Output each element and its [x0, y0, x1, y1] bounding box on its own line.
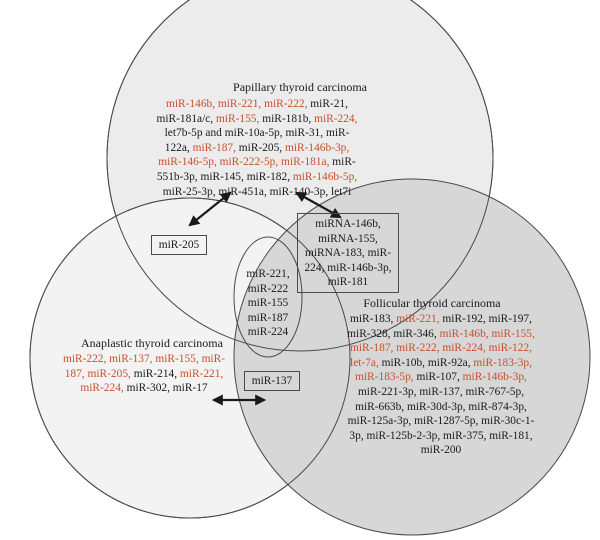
mirna-text: let7b-5p and miR-10a-5p, miR-31, miR-122a, — [164, 127, 350, 154]
mirna-highlighted: miR-205, — [87, 367, 131, 380]
mirna-line: miR-221, — [246, 268, 290, 280]
mirna-highlighted: miR-221, miR-224, — [80, 367, 224, 395]
mirna-highlighted: miR-183-3p, miR-183-5p, — [355, 356, 532, 384]
mirna-text: miR-214, — [130, 367, 180, 380]
mirna-highlighted: miR-146b, miR-155, miR-187, miR-222, miR-224, miR-122, let-7a, — [350, 327, 535, 369]
box-papillary-follicular — [297, 213, 399, 293]
mirna-highlighted: miR-224, — [314, 112, 358, 125]
mirna-text: miR-181b, — [259, 112, 315, 125]
box-mir205: miR-205 — [151, 235, 207, 255]
mirna-highlighted: miR-222, miR-137, miR-155, miR-187, — [62, 353, 225, 380]
box-mir137: miR-137 — [244, 371, 300, 391]
mirna-text: miR-10b, miR-92a, — [378, 356, 474, 369]
mirna-line: miR-224 — [247, 326, 289, 339]
mirna-highlighted: miR-221, — [396, 313, 440, 325]
mirna-line: miRNA-183, miR- — [304, 247, 392, 260]
mirna-highlighted: miR-146b-5p, — [292, 170, 358, 183]
mirna-highlighted: miR-155, — [216, 112, 260, 125]
mirna-text: miR-551b-3p, miR-145, miR-182, — [156, 156, 356, 183]
mirna-line: miR-155 — [247, 297, 289, 310]
mirna-line: 224, miR-146b-3p, — [304, 261, 392, 274]
papillary-mirna-list — [154, 97, 360, 199]
mirna-line: miR-181 — [327, 276, 369, 289]
mirna-text: miR-25-3p, miR-451a, miR-140-3p, let7i — [162, 185, 352, 198]
mirna-line: miRNA-155, — [318, 232, 378, 245]
follicular-title: Follicular thyroid carcinoma — [363, 296, 501, 310]
mirna-text: miR-183, — [350, 313, 397, 325]
anaplastic-title: Anaplastic thyroid carcinoma — [81, 336, 223, 350]
mirna-line: miR-222 — [247, 282, 289, 295]
mirna-text: miR-192, miR-197, miR-328, miR-346, — [347, 313, 532, 340]
mirna-text: miR-21, miR-181a/c, — [156, 98, 348, 125]
follicular-mirna-list — [346, 312, 536, 458]
mirna-highlighted: miR-146b-3p, miR-146-5p, miR-222-5p, miR-181a, — [158, 141, 350, 169]
mirna-highlighted: miR-146b, miR-221, miR-222, — [166, 98, 308, 110]
mirna-line: miR-187 — [247, 311, 289, 324]
mirna-text: miR-107, — [413, 371, 463, 384]
mirna-highlighted: miR-187, — [192, 141, 236, 154]
papillary-title: Papillary thyroid carcinoma — [233, 80, 367, 94]
center-mirna-list — [236, 267, 300, 340]
mirna-text: miR-302, miR-17 — [123, 382, 208, 395]
mirna-text: miR-205, — [235, 141, 285, 154]
mirna-text: miR-221-3p, miR-137, miR-767-5p, miR-663b, miR-30d-3p, miR-874-3p, miR-125a-3p, miR-1287-5p, miR-30c-1-3p, miR-125b-2-3p, miR-375, miR-181, miR-200 — [347, 385, 535, 457]
mirna-highlighted: miR-146b-3p, — [462, 371, 527, 384]
anaplastic-mirna-list — [60, 352, 228, 396]
mirna-line: miRNA-146b, — [315, 218, 381, 230]
